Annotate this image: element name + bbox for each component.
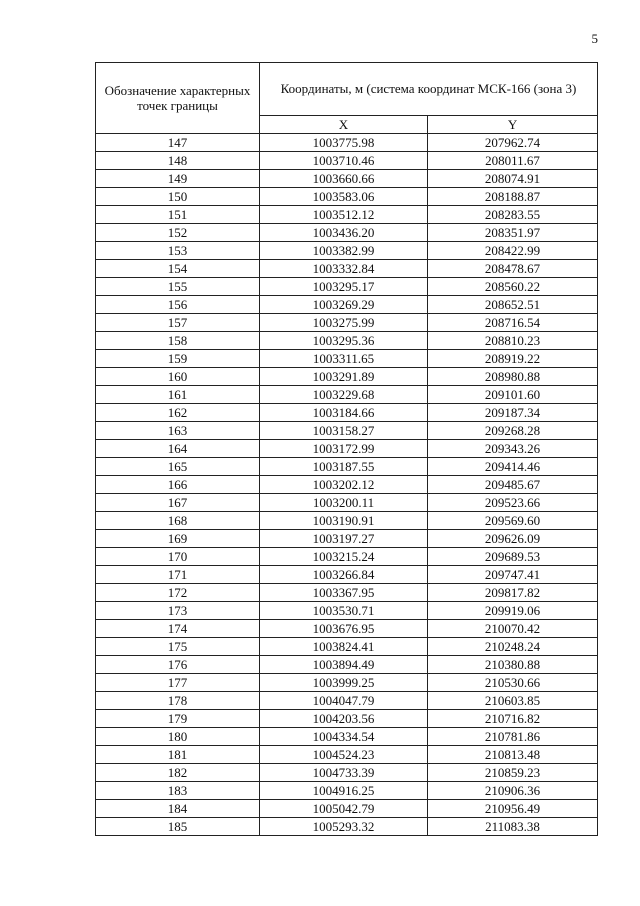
table-row <box>96 314 598 332</box>
y-cell: 209414.46 <box>428 458 598 476</box>
y-cell: 208074.91 <box>428 170 598 188</box>
table-row <box>96 278 598 296</box>
table-row <box>96 332 598 350</box>
x-cell: 1003775.98 <box>260 134 428 152</box>
x-cell: 1003269.29 <box>260 296 428 314</box>
point-cell: 176 <box>96 656 260 674</box>
x-cell: 1003295.17 <box>260 278 428 296</box>
y-cell: 211083.38 <box>428 818 598 836</box>
x-cell: 1003367.95 <box>260 584 428 602</box>
table-row <box>96 530 598 548</box>
y-cell: 209523.66 <box>428 494 598 512</box>
x-cell: 1003676.95 <box>260 620 428 638</box>
point-cell: 156 <box>96 296 260 314</box>
table-row <box>96 260 598 278</box>
y-cell: 208652.51 <box>428 296 598 314</box>
y-cell: 209747.41 <box>428 566 598 584</box>
table-row <box>96 512 598 530</box>
table-row <box>96 548 598 566</box>
x-cell: 1004916.25 <box>260 782 428 800</box>
table-row <box>96 620 598 638</box>
table-row <box>96 296 598 314</box>
y-cell: 209187.34 <box>428 404 598 422</box>
point-cell: 180 <box>96 728 260 746</box>
point-cell: 178 <box>96 692 260 710</box>
point-cell: 154 <box>96 260 260 278</box>
x-cell: 1003530.71 <box>260 602 428 620</box>
point-cell: 161 <box>96 386 260 404</box>
y-cell: 210070.42 <box>428 620 598 638</box>
header-y: Y <box>428 115 598 133</box>
point-cell: 173 <box>96 602 260 620</box>
point-cell: 160 <box>96 368 260 386</box>
table-row <box>96 638 598 656</box>
table-row <box>96 440 598 458</box>
table-row <box>96 170 598 188</box>
y-cell: 208810.23 <box>428 332 598 350</box>
point-cell: 177 <box>96 674 260 692</box>
y-cell: 210781.86 <box>428 728 598 746</box>
y-cell: 209101.60 <box>428 386 598 404</box>
x-cell: 1003710.46 <box>260 152 428 170</box>
x-cell: 1004203.56 <box>260 710 428 728</box>
x-cell: 1003894.49 <box>260 656 428 674</box>
point-cell: 150 <box>96 188 260 206</box>
x-cell: 1003190.91 <box>260 512 428 530</box>
x-cell: 1003202.12 <box>260 476 428 494</box>
point-cell: 155 <box>96 278 260 296</box>
point-cell: 184 <box>96 800 260 818</box>
y-cell: 209343.26 <box>428 440 598 458</box>
table-row <box>96 386 598 404</box>
point-cell: 175 <box>96 638 260 656</box>
table-row <box>96 422 598 440</box>
y-cell: 209689.53 <box>428 548 598 566</box>
table-row <box>96 152 598 170</box>
point-cell: 174 <box>96 620 260 638</box>
x-cell: 1003158.27 <box>260 422 428 440</box>
y-cell: 210716.82 <box>428 710 598 728</box>
table-row <box>96 404 598 422</box>
table-row <box>96 368 598 386</box>
x-cell: 1003197.27 <box>260 530 428 548</box>
point-cell: 159 <box>96 350 260 368</box>
x-cell: 1004733.39 <box>260 764 428 782</box>
point-cell: 162 <box>96 404 260 422</box>
point-cell: 179 <box>96 710 260 728</box>
y-cell: 210248.24 <box>428 638 598 656</box>
table-row <box>96 728 598 746</box>
table-body <box>96 134 598 836</box>
header-coordinates: Координаты, м (система координат МСК-166 (зона 3) <box>260 63 598 116</box>
y-cell: 208919.22 <box>428 350 598 368</box>
table-row <box>96 206 598 224</box>
point-cell: 168 <box>96 512 260 530</box>
point-cell: 169 <box>96 530 260 548</box>
y-cell: 209569.60 <box>428 512 598 530</box>
table-row <box>96 818 598 836</box>
point-cell: 148 <box>96 152 260 170</box>
x-cell: 1004524.23 <box>260 746 428 764</box>
y-cell: 210956.49 <box>428 800 598 818</box>
y-cell: 208283.55 <box>428 206 598 224</box>
y-cell: 209268.28 <box>428 422 598 440</box>
y-cell: 209919.06 <box>428 602 598 620</box>
x-cell: 1005293.32 <box>260 818 428 836</box>
point-cell: 183 <box>96 782 260 800</box>
y-cell: 210380.88 <box>428 656 598 674</box>
point-cell: 158 <box>96 332 260 350</box>
point-cell: 172 <box>96 584 260 602</box>
table-row <box>96 710 598 728</box>
table-row <box>96 134 598 152</box>
x-cell: 1003215.24 <box>260 548 428 566</box>
x-cell: 1003436.20 <box>260 224 428 242</box>
y-cell: 210859.23 <box>428 764 598 782</box>
y-cell: 209626.09 <box>428 530 598 548</box>
table-row <box>96 476 598 494</box>
table-row <box>96 602 598 620</box>
x-cell: 1003332.84 <box>260 260 428 278</box>
y-cell: 210813.48 <box>428 746 598 764</box>
x-cell: 1003291.89 <box>260 368 428 386</box>
point-cell: 171 <box>96 566 260 584</box>
y-cell: 208560.22 <box>428 278 598 296</box>
table-row <box>96 674 598 692</box>
point-cell: 149 <box>96 170 260 188</box>
point-cell: 170 <box>96 548 260 566</box>
table-row <box>96 224 598 242</box>
table-row <box>96 188 598 206</box>
y-cell: 208716.54 <box>428 314 598 332</box>
point-cell: 164 <box>96 440 260 458</box>
y-cell: 208011.67 <box>428 152 598 170</box>
x-cell: 1003512.12 <box>260 206 428 224</box>
y-cell: 210603.85 <box>428 692 598 710</box>
x-cell: 1003382.99 <box>260 242 428 260</box>
point-cell: 165 <box>96 458 260 476</box>
x-cell: 1003311.65 <box>260 350 428 368</box>
point-cell: 152 <box>96 224 260 242</box>
table-row <box>96 566 598 584</box>
point-cell: 182 <box>96 764 260 782</box>
x-cell: 1004047.79 <box>260 692 428 710</box>
page-number: 5 <box>591 31 598 46</box>
table-row <box>96 800 598 818</box>
header-x: X <box>260 115 428 133</box>
y-cell: 208188.87 <box>428 188 598 206</box>
y-cell: 210530.66 <box>428 674 598 692</box>
x-cell: 1003187.55 <box>260 458 428 476</box>
x-cell: 1003200.11 <box>260 494 428 512</box>
x-cell: 1004334.54 <box>260 728 428 746</box>
y-cell: 208351.97 <box>428 224 598 242</box>
x-cell: 1003184.66 <box>260 404 428 422</box>
point-cell: 166 <box>96 476 260 494</box>
table-row <box>96 782 598 800</box>
y-cell: 210906.36 <box>428 782 598 800</box>
x-cell: 1003275.99 <box>260 314 428 332</box>
point-cell: 167 <box>96 494 260 512</box>
y-cell: 207962.74 <box>428 134 598 152</box>
coordinates-table <box>95 62 598 836</box>
x-cell: 1003295.36 <box>260 332 428 350</box>
table-row <box>96 692 598 710</box>
x-cell: 1003172.99 <box>260 440 428 458</box>
point-cell: 151 <box>96 206 260 224</box>
y-cell: 209485.67 <box>428 476 598 494</box>
table-row <box>96 584 598 602</box>
x-cell: 1003999.25 <box>260 674 428 692</box>
point-cell: 163 <box>96 422 260 440</box>
table-row <box>96 656 598 674</box>
x-cell: 1003266.84 <box>260 566 428 584</box>
table-row <box>96 242 598 260</box>
table-row <box>96 764 598 782</box>
point-cell: 157 <box>96 314 260 332</box>
x-cell: 1005042.79 <box>260 800 428 818</box>
y-cell: 208980.88 <box>428 368 598 386</box>
point-cell: 147 <box>96 134 260 152</box>
y-cell: 208478.67 <box>428 260 598 278</box>
point-cell: 153 <box>96 242 260 260</box>
point-cell: 181 <box>96 746 260 764</box>
table-row <box>96 458 598 476</box>
y-cell: 209817.82 <box>428 584 598 602</box>
table-row <box>96 746 598 764</box>
table-row <box>96 350 598 368</box>
point-cell: 185 <box>96 818 260 836</box>
x-cell: 1003824.41 <box>260 638 428 656</box>
table-row <box>96 494 598 512</box>
x-cell: 1003660.66 <box>260 170 428 188</box>
x-cell: 1003229.68 <box>260 386 428 404</box>
header-point-designation: Обозначение характерных точек границы <box>96 63 260 134</box>
y-cell: 208422.99 <box>428 242 598 260</box>
x-cell: 1003583.06 <box>260 188 428 206</box>
